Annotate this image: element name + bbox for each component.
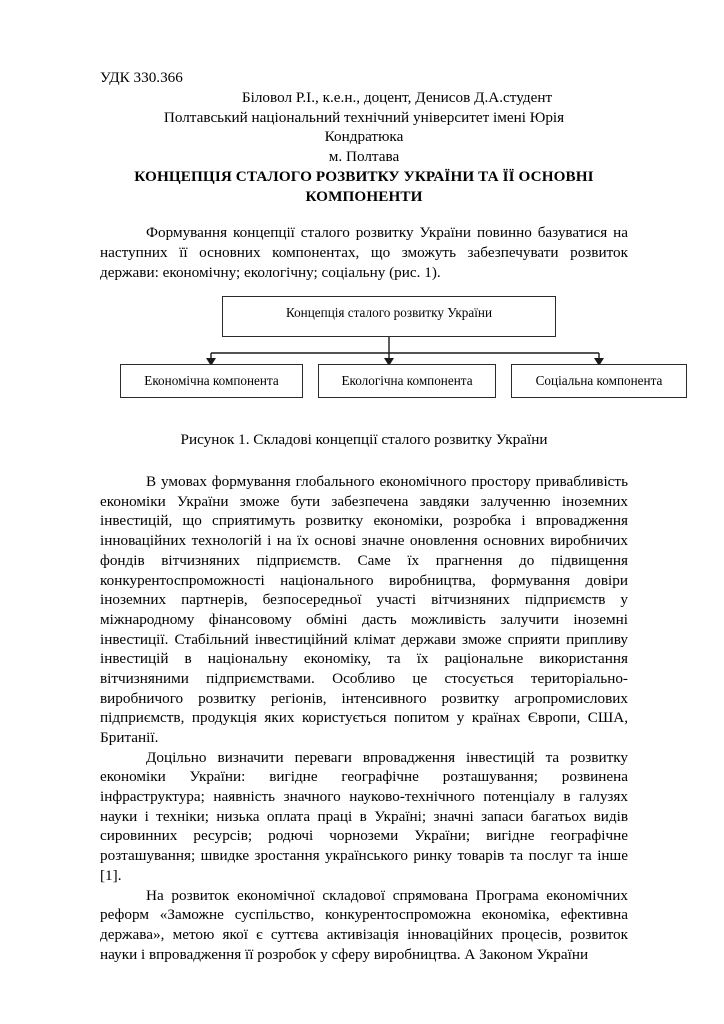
intro-paragraph: Формування концепції сталого розвитку України повинно базуватися на наступних її основних компонентах, що зможуть забезпечувати розвиток держави: економічну; екологічну; соціальну (рис. 1). bbox=[100, 224, 628, 281]
udc-code: УДК 330.366 bbox=[100, 69, 183, 86]
flowchart-node-social-label: Соціальна компонента bbox=[535, 373, 663, 389]
flowchart-node-root bbox=[222, 296, 556, 337]
flowchart-node-economic bbox=[120, 364, 303, 398]
flowchart-node-ecological bbox=[318, 364, 496, 398]
body-paragraph-3: На розвиток економічної складової спрямована Програма економічних реформ «Заможне суспільство, конкурентоспроможна економіка, ефективна держава», метою якої є суттєва активізація інноваційних процесів, розвиток науки і впровадження її розробок у сферу виробництва. А Законом України bbox=[100, 886, 628, 963]
flowchart-node-social bbox=[511, 364, 687, 398]
city-line: м. Полтава bbox=[328, 148, 400, 165]
page-title-line-2: КОМПОНЕНТИ bbox=[305, 187, 423, 205]
author-line: Біловол Р.І., к.е.н., доцент, Денисов Д.А.студент bbox=[241, 88, 553, 106]
body-paragraph-2: Доцільно визначити переваги впровадження інвестицій та розвитку економіки України: вигідне географічне розташування; розвинена інфраструктура; наявність значного науково-технічного потенціалу в галузях науки і техніки; низька оплата праці в Україні; значні запаси багатьох видів сировинних ресурсів; родючі чорноземи України; вигідне географічне розташування; швидке зростання українського ринку товарів та послуг та інше [1]. bbox=[100, 748, 628, 884]
flowchart-node-economic-label: Економічна компонента bbox=[144, 373, 279, 389]
affiliation-line-2: Кондратюка bbox=[324, 128, 404, 146]
concept-flowchart bbox=[100, 296, 663, 408]
flowchart-node-root-label: Концепція сталого розвитку України bbox=[285, 305, 493, 321]
affiliation-line-1: Полтавський національний технічний університет імені Юрія bbox=[163, 108, 565, 126]
flowchart-node-ecological-label: Екологічна компонента bbox=[341, 373, 473, 389]
body-paragraph-1: В умовах формування глобального економічного простору привабливість економіки України зможе бути забезпечена завдяки залученню іноземних інвестицій, що сприятимуть розвитку економіки, розробка і впровадження інноваційних технологій і на їх основі значне оновлення основних виробничих фондів вітчизняних підприємств. Саме їх прагнення до підвищення конкурентоспроможності національного виробництва, формування довіри іноземних партнерів, безпосередньої участі вітчизняних підприємств у міжнародному фінансовому обміні дасть можливість залучити іноземні інвестиції. Стабільний інвестиційний клімат держави зможе сприяти припливу інвестицій в національну економіку, та їх раціональне використання вітчизняними підприємствами. Особливо це стосується територіально-виробничого розвитку регіонів, інтенсивного розвитку агропромислових підприємств, продукція яких користується попитом у країнах Європи, США, Британії. bbox=[100, 473, 628, 746]
figure-caption: Рисунок 1. Складові концепції сталого розвитку України bbox=[180, 431, 548, 449]
page-title-line-1: КОНЦЕПЦІЯ СТАЛОГО РОЗВИТКУ УКРАЇНИ ТА ЇЇ ОСНОВНІ bbox=[134, 167, 594, 185]
